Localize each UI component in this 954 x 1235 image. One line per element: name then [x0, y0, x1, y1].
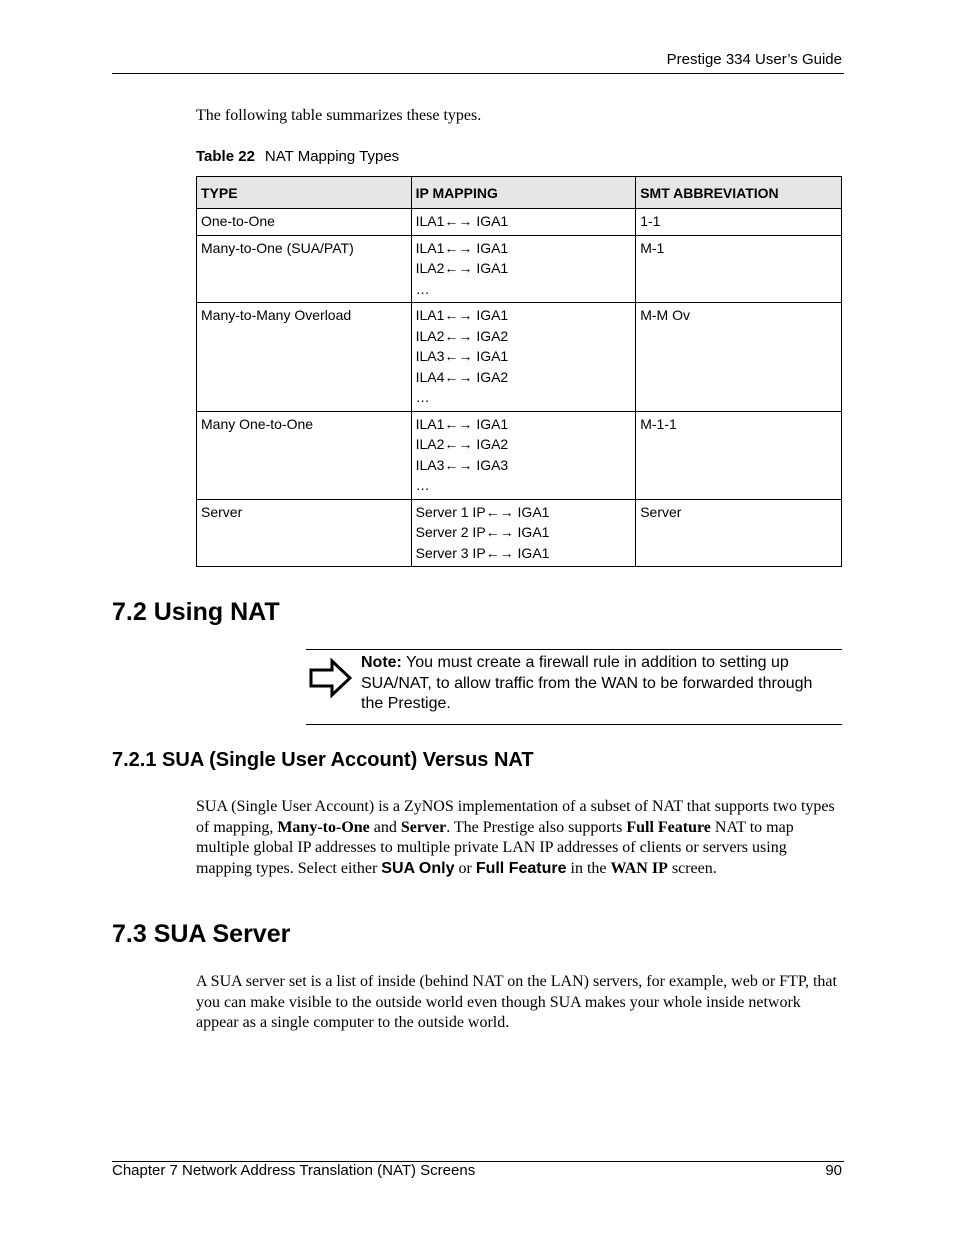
footer-chapter: Chapter 7 Network Address Translation (NAT) Screens	[112, 1162, 476, 1179]
table-row	[197, 303, 842, 412]
ui-sua-only: SUA Only	[381, 859, 455, 877]
cell-ip-mapping	[411, 235, 636, 303]
table-row	[197, 209, 842, 236]
cell-type	[197, 499, 412, 567]
cell-type	[197, 209, 412, 236]
text-run: NAT to map multiple global IP addresses to multiple private LAN IP addresses of clients or servers using mapping types. Select either	[196, 818, 794, 877]
running-header: Prestige 334 User’s Guide	[666, 51, 842, 68]
section-heading-7-2-1: 7.2.1 SUA (Single User Account) Versus NAT	[112, 749, 534, 771]
table-row	[197, 499, 842, 567]
cell-ip-mapping	[411, 411, 636, 499]
note-arrow-icon	[308, 656, 352, 700]
mapping-line: ILA2←→ IGA2	[415, 436, 509, 452]
mapping-line: ILA2←→ IGA2	[415, 327, 509, 344]
mapping-line: ILA4←→ IGA2	[415, 368, 509, 385]
text-run: . The Prestige also supports	[446, 818, 627, 836]
table-header-row	[197, 177, 842, 209]
mapping-line: …	[415, 280, 430, 297]
mapping-line: Server 2 IP←→ IGA1	[415, 524, 550, 540]
text-run: SUA (Single User Account) is a ZyNOS implementation of a subset of NAT that supports two types of mapping,	[196, 798, 835, 836]
cell-type	[197, 235, 412, 303]
mapping-line: …	[415, 389, 430, 405]
cell-type-text: Many One-to-One	[201, 415, 314, 432]
cell-smt-abbreviation	[636, 499, 842, 567]
cell-abbreviation-text: M-M Ov	[640, 307, 690, 323]
table-body	[197, 209, 842, 567]
nat-mapping-table	[196, 176, 842, 567]
cell-ip-mapping	[411, 303, 636, 412]
table-caption	[196, 148, 399, 165]
column-header-smt-abbreviation: SMT ABBREVIATION	[636, 177, 842, 209]
note-label: Note:	[361, 654, 402, 671]
footer-page-number: 90	[825, 1162, 842, 1179]
ui-full-feature: Full Feature	[475, 859, 567, 877]
cell-ip-mapping	[411, 209, 636, 236]
mapping-line: ILA3←→ IGA3	[415, 456, 509, 473]
cell-type	[197, 411, 412, 499]
cell-type-text: Server	[201, 503, 243, 520]
sua-server-paragraph: A SUA server set is a list of inside (behind NAT on the LAN) servers, for example, web or FTP, that you can make visible to the outside world even though SUA makes your whole inside network appear as a single computer to the outside world.	[196, 973, 837, 1031]
table-row	[197, 411, 842, 499]
text-run: and	[369, 818, 401, 836]
cell-ip-mapping	[411, 499, 636, 567]
mapping-line: …	[415, 477, 430, 493]
note-body: You must create a firewall rule in addition to setting up SUA/NAT, to allow traffic from the WAN to be forwarded through the Prestige.	[361, 654, 813, 712]
cell-smt-abbreviation	[636, 235, 842, 303]
cell-abbreviation-text: 1-1	[640, 213, 661, 229]
term-full-feature: Full Feature	[626, 818, 711, 836]
cell-type	[197, 303, 412, 412]
cell-abbreviation-text: M-1-1	[640, 415, 677, 432]
mapping-line: ILA2←→ IGA1	[415, 260, 509, 276]
mapping-line: Server 3 IP←→ IGA1	[415, 544, 550, 561]
mapping-line: Server 1 IP←→ IGA1	[415, 503, 550, 520]
section-heading-7-2: 7.2 Using NAT	[112, 598, 280, 626]
table-caption-title: NAT Mapping Types	[264, 148, 400, 165]
term-server: Server	[400, 818, 447, 836]
ui-wan-ip: WAN IP	[610, 859, 668, 877]
column-header-type: TYPE	[197, 177, 412, 209]
cell-smt-abbreviation	[636, 303, 842, 412]
table-row	[197, 235, 842, 303]
cell-abbreviation-text: M-1	[640, 239, 665, 256]
text-run: in the	[566, 859, 611, 877]
term-many-to-one: Many-to-One	[277, 818, 370, 836]
cell-type-text: Many-to-One (SUA/PAT)	[201, 239, 354, 256]
header-rule	[112, 73, 844, 74]
column-header-ip-mapping: IP MAPPING	[411, 177, 636, 209]
note-text	[361, 653, 839, 715]
sua-vs-nat-paragraph	[196, 797, 842, 879]
mapping-line: ILA1←→ IGA1	[415, 239, 509, 256]
table-caption-label: Table 22	[196, 148, 255, 165]
cell-smt-abbreviation	[636, 209, 842, 236]
cell-type-text: One-to-One	[201, 213, 275, 229]
text-run: or	[454, 859, 476, 877]
note-box	[306, 649, 842, 725]
mapping-line: ILA1←→ IGA1	[415, 213, 509, 229]
cell-type-text: Many-to-Many Overload	[201, 307, 352, 323]
mapping-line: ILA1←→ IGA1	[415, 415, 509, 432]
intro-paragraph: The following table summarizes these types.	[196, 107, 482, 124]
section-heading-7-3: 7.3 SUA Server	[112, 920, 291, 948]
cell-smt-abbreviation	[636, 411, 842, 499]
mapping-line: ILA3←→ IGA1	[415, 348, 509, 364]
mapping-line: ILA1←→ IGA1	[415, 307, 509, 323]
text-run: screen.	[667, 859, 717, 877]
cell-abbreviation-text: Server	[640, 503, 682, 520]
